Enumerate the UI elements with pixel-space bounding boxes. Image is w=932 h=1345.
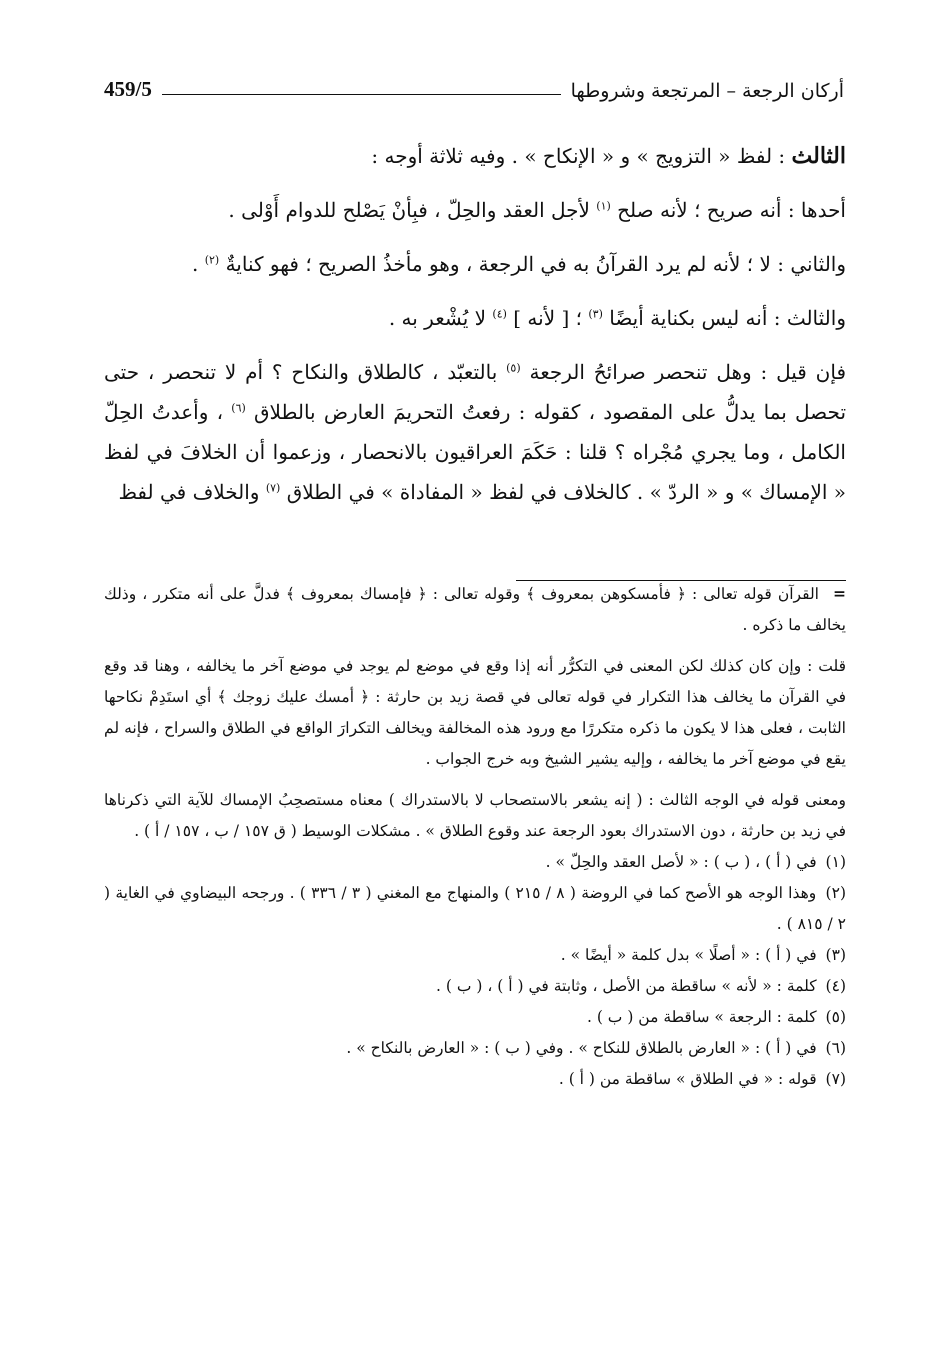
footnote-ref-2: (٢) (204, 253, 220, 267)
footnote-ref-4: (٤) (492, 307, 507, 321)
footnote-4 (104, 971, 846, 1002)
footnote-text: وهذا الوجه هو الأصح كما في الروضة ( ٨ / ٢١٥ ) والمنهاج مع المغني ( ٣ / ٣٣٦ ) . ورجحه البيضاوي في الغاية ( ٢ / ٨١٥ ) . (104, 884, 846, 933)
footnote-number: (٦) (825, 1039, 846, 1057)
footnote-text: في ( أ ) : « أصلًا » بدل كلمة « أيضًا » . (560, 946, 817, 964)
footnote-ref-1: (١) (596, 199, 611, 213)
question-text-c: ، وأعدتُ الحِلّ الكامل ، وما يجري مُجْراه ؟ قلنا : حَكَمَ العراقيون بالانحصار ، وزعموا أن الخلافَ في لفظ « الإمساك » و « الردّ » . كالخلاف في لفظ « المفاداة » في الطلاق (104, 400, 846, 504)
aspect-two (104, 244, 846, 284)
footnote-6 (104, 1033, 846, 1064)
footnote-2 (104, 878, 846, 940)
footnote-text: كلمة : الرجعة » ساقطة من ( ب ) . (586, 1008, 817, 1026)
continued-note (104, 578, 846, 641)
question-text-d: والخلاف في لفظ (118, 480, 260, 504)
footnote-ref-3: (٣) (588, 307, 603, 321)
aspect-one (104, 190, 846, 230)
aspect-three-text-a: والثالث : أنه ليس بكناية أيضًا (609, 306, 846, 330)
header-rule (162, 94, 561, 95)
aspect-three-text-b: ؛ [ لأنه ] (513, 306, 582, 330)
intro-lead: الثالث (791, 143, 846, 169)
question-text-a: فإن قيل : وهل تنحصر صرائحُ الرجعة (529, 360, 847, 384)
footnote-number: (٣) (825, 946, 846, 964)
continuation-mark: = (833, 584, 847, 603)
footnote-number: (١) (825, 853, 846, 871)
footnote-5 (104, 1002, 846, 1033)
aspect-three (104, 298, 846, 338)
running-header (104, 68, 844, 102)
question-paragraph (104, 352, 846, 512)
footnote-ref-6: (٦) (231, 401, 246, 415)
footnote-3 (104, 940, 846, 971)
meaning-paragraph: ومعنى قوله في الوجه الثالث : ( إنه يشعر بالاستصحاب لا بالاستدراك ) معناه مستصحِبُ الإمساك للآية التي ذكرناها في زيد بن حارثة ، دون الاستدراك بعود الرجعة عند وقوع الطلاق » . مشكلات الوسيط ( ق ١٥٧ / ب ، ١٥٧ / أ ) . (104, 791, 846, 840)
footnote-ref-5: (٥) (506, 361, 521, 375)
intro-paragraph (104, 136, 846, 176)
aspect-two-text-a: والثاني : لا ؛ لأنه لم يرد القرآنُ به في الرجعة ، وهو مأخذُ الصريح ؛ فهو كنايةٌ (225, 252, 846, 276)
footnote-number: (٧) (825, 1070, 846, 1088)
aspect-one-text-b: لأجل العقد والحِلّ ، فبِأنْ يَصْلح للدوام أَوْلى . (228, 198, 590, 222)
commentary-paragraph: قلت : وإن كان كذلك لكن المعنى في التكرُّر أنه إذا وقع في موضع لم يوجد في موضع آخر ما يخالفه ، وهنا قد وقع في القرآن ما يخالف هذا التكرار في قوله تعالى في قصة زيد بن حارثة : ﴿ أمسك عليك زوجك ﴾ أي استَدِمْ نكاحها الثابت ، فعلى هذا لا يكون ما ذكره متكررًا مع ورود هذه المخالفة ويخالف التكرارَ الواقع في الطلاق والسراح ، فإنه لم يقع في موضع آخر ما يخالفه ، وإليه يشير الشيخ وبه خرج الجواب . (104, 657, 846, 768)
footnote-text: في ( أ ) ، ( ب ) : « لأصل العقد والحِلّ » . (545, 853, 817, 871)
footnote-text: قوله : « في الطلاق » ساقطة من ( أ ) . (558, 1070, 817, 1088)
footnote-1 (104, 847, 846, 878)
aspect-three-text-c: لا يُشْعر به . (388, 306, 487, 330)
continued-note-text: القرآن قوله تعالى : ﴿ فأمسكوهن بمعروف ﴾ وقوله تعالى : ﴿ فإمساك بمعروف ﴾ فدلَّ على أنه متكرر ، وذلك يخالف ما ذكره . (104, 585, 846, 634)
footnote-ref-7: (٧) (265, 481, 281, 495)
intro-text: : لفظ « التزويج » و « الإنكاح » . وفيه ثلاثة أوجه : (371, 144, 786, 168)
footnote-text: في ( أ ) : « العارض بالطلاق للنكاح » . وفي ( ب ) : « العارض بالنكاح » . (346, 1039, 817, 1057)
header-title: أركان الرجعة – المرتجعة وشروطها (570, 80, 844, 102)
footnote-number: (٤) (825, 977, 846, 995)
aspect-two-text-b: . (191, 252, 199, 276)
footnote-number: (٢) (825, 884, 846, 902)
footnote-number: (٥) (825, 1008, 846, 1026)
question-text-b: بالتعبّد ، كالطلاق والنكاح ؟ أم لا تنحصر ، حتى تحصل بما يدلُّ على المقصود ، كقوله : رفعتُ التحريمَ العارض بالطلاق (104, 360, 847, 424)
page-number: 459/5 (104, 77, 152, 101)
footnotes-section (104, 578, 846, 1095)
footnote-7 (104, 1064, 846, 1095)
aspect-one-text-a: أحدها : أنه صريح ؛ لأنه صلح (617, 198, 846, 222)
main-text (104, 136, 846, 512)
footnote-text: كلمة : « لأنه » ساقطة من الأصل ، وثابتة في ( أ ) ، ( ب ) . (436, 977, 817, 995)
